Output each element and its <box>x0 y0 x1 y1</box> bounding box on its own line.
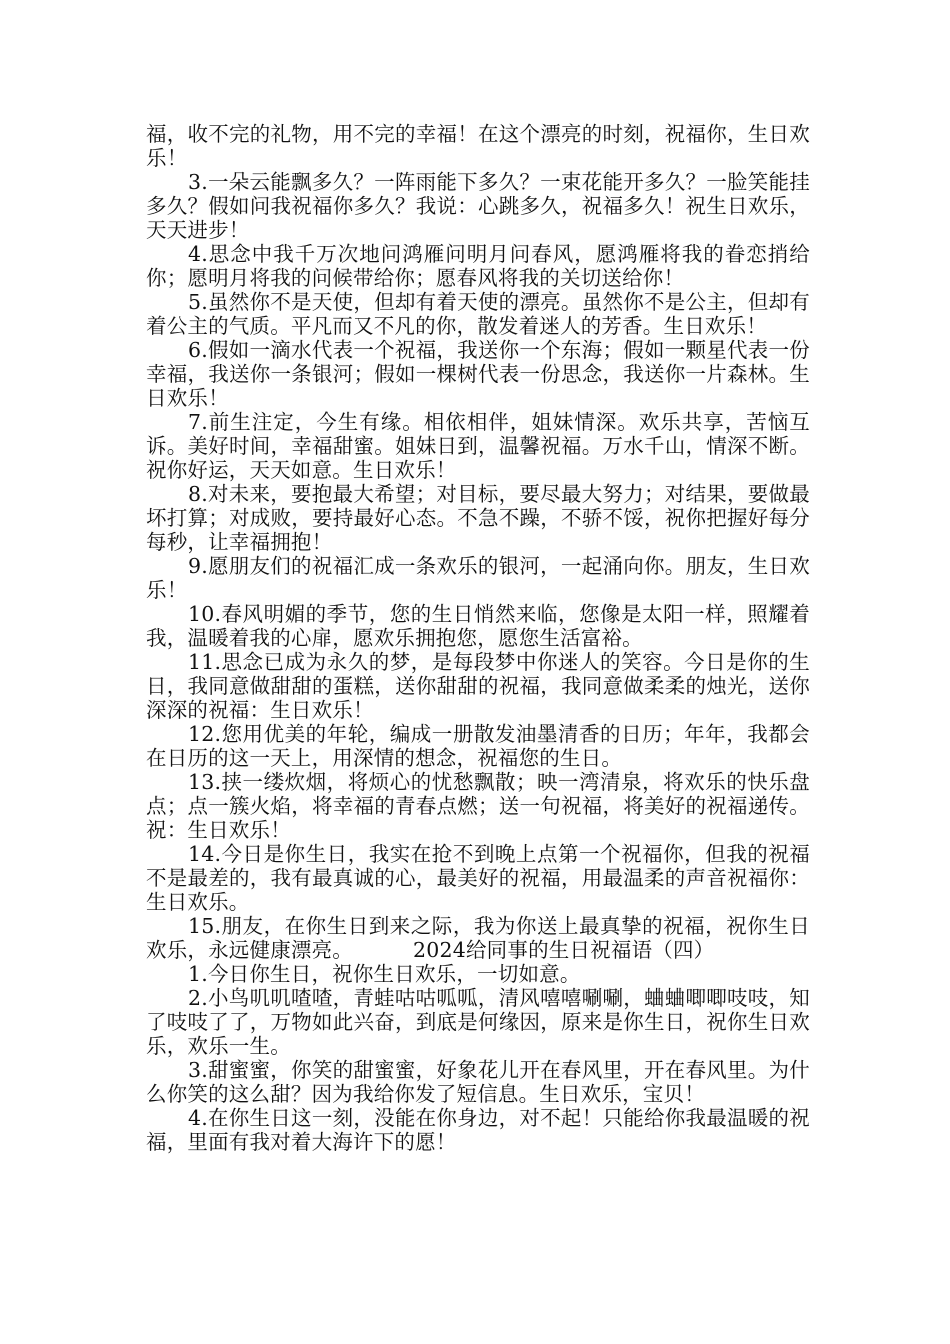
paragraph: 5.虽然你不是天使，但却有着天使的漂亮。虽然你不是公主，但却有着公主的气质。平凡而又不凡的你，散发着迷人的芳香。生日欢乐！ <box>146 290 810 338</box>
paragraph: 3.甜蜜蜜，你笑的甜蜜蜜，好象花儿开在春风里，开在春风里。为什么你笑的这么甜？因为我给你发了短信息。生日欢乐，宝贝！ <box>146 1058 810 1106</box>
paragraph: 2.小鸟叽叽喳喳，青蛙咕咕呱呱，清风嘻嘻唰唰，蛐蛐唧唧吱吱，知了吱吱了了，万物如此兴奋，到底是何缘因，原来是你生日，祝你生日欢乐，欢乐一生。 <box>146 986 810 1058</box>
paragraph: 4.在你生日这一刻，没能在你身边，对不起！只能给你我最温暖的祝福，里面有我对着大海许下的愿！ <box>146 1106 810 1154</box>
paragraph: 3.一朵云能飘多久？一阵雨能下多久？一束花能开多久？一脸笑能挂多久？假如问我祝福你多久？我说：心跳多久，祝福多久！祝生日欢乐，天天进步！ <box>146 170 810 242</box>
paragraph: 14.今日是你生日，我实在抢不到晚上点第一个祝福你，但我的祝福不是最差的，我有最真诚的心，最美好的祝福，用最温柔的声音祝福你：生日欢乐。 <box>146 842 810 914</box>
paragraph: 11.思念已成为永久的梦，是每段梦中你迷人的笑容。今日是你的生日，我同意做甜甜的蛋糕，送你甜甜的祝福，我同意做柔柔的烛光，送你深深的祝福：生日欢乐！ <box>146 650 810 722</box>
paragraph: 13.挟一缕炊烟，将烦心的忧愁飘散；映一湾清泉，将欢乐的快乐盘点；点一簇火焰，将幸福的青春点燃；送一句祝福，将美好的祝福递传。祝：生日欢乐！ <box>146 770 810 842</box>
paragraph: 4.思念中我千万次地问鸿雁问明月问春风，愿鸿雁将我的眷恋捎给你；愿明月将我的问候带给你；愿春风将我的关切送给你！ <box>146 242 810 290</box>
paragraph: 12.您用优美的年轮，编成一册散发油墨清香的日历；年年，我都会在日历的这一天上，用深情的想念，祝福您的生日。 <box>146 722 810 770</box>
paragraph: 8.对未来，要抱最大希望；对目标，要尽最大努力；对结果，要做最坏打算；对成败，要持最好心态。不急不躁，不骄不馁，祝你把握好每分每秒，让幸福拥抱！ <box>146 482 810 554</box>
document-body <box>146 122 810 1154</box>
section-heading: 2024给同事的生日祝福语（四） <box>413 938 715 962</box>
paragraph: 10.春风明媚的季节，您的生日悄然来临，您像是太阳一样，照耀着我，温暖着我的心扉，愿欢乐拥抱您，愿您生活富裕。 <box>146 602 810 650</box>
paragraph: 7.前生注定，今生有缘。相依相伴，姐妹情深。欢乐共享，苦恼互诉。美好时间，幸福甜蜜。姐妹日到，温馨祝福。万水千山，情深不断。祝你好运，天天如意。生日欢乐！ <box>146 410 810 482</box>
paragraph: 福，收不完的礼物，用不完的幸福！在这个漂亮的时刻，祝福你，生日欢乐！ <box>146 122 810 170</box>
paragraph: 6.假如一滴水代表一个祝福，我送你一个东海；假如一颗星代表一份幸福，我送你一条银河；假如一棵树代表一份思念，我送你一片森林。生日欢乐！ <box>146 338 810 410</box>
paragraph-text: 15.朋友，在你生日到来之际，我为你送上最真挚的祝福，祝你生日欢乐，永远健康漂亮。 <box>146 914 810 962</box>
paragraph-with-heading <box>146 914 810 962</box>
paragraph: 1.今日你生日，祝你生日欢乐，一切如意。 <box>188 962 581 986</box>
paragraph: 9.愿朋友们的祝福汇成一条欢乐的银河，一起涌向你。朋友，生日欢乐！ <box>146 554 810 602</box>
